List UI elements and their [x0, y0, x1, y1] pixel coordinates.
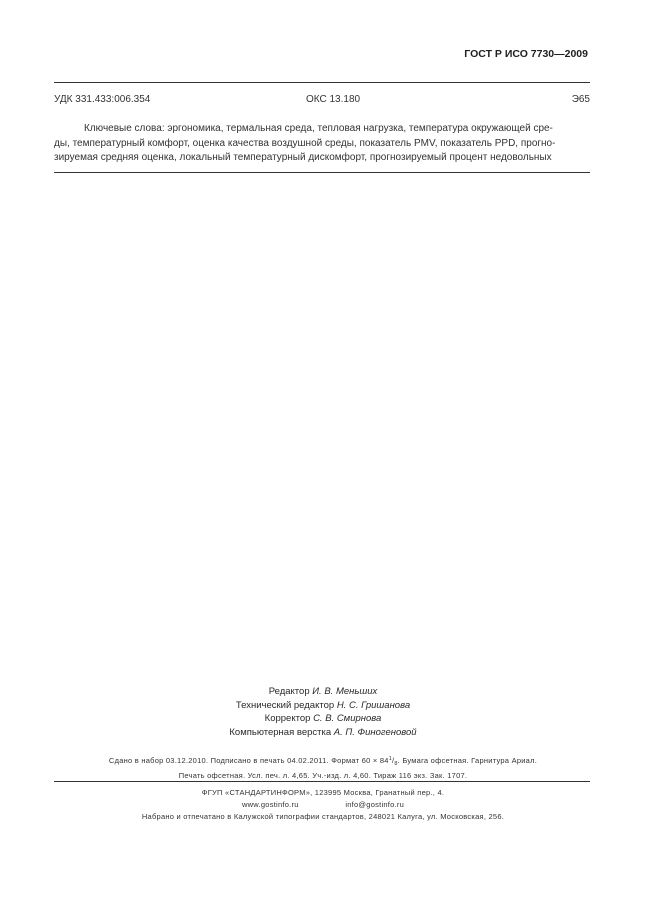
publication-text: . Бумага офсетная. Гарнитура Ариал. — [397, 756, 538, 765]
standard-code-header: ГОСТ Р ИСО 7730—2009 — [464, 48, 588, 60]
top-rule — [54, 82, 590, 83]
oks-code: ОКС 13.180 — [306, 94, 361, 105]
credit-corrector — [0, 712, 646, 726]
credit-name: И. В. Меньших — [312, 686, 378, 697]
credit-name: А. П. Финогеновой — [333, 726, 417, 738]
printer-email: info@gostinfo.ru — [345, 800, 405, 809]
e-code: Э65 — [571, 94, 590, 105]
printer-address: ФГУП «СТАНДАРТИНФОРМ», 123995 Москва, Гранатный пер., 4. — [201, 788, 445, 797]
format-superscript: 1 — [388, 756, 392, 762]
keywords-line: ды, температурный комфорт, оценка качества воздушной среды, показатель PMV, показатель PPD, прогно- — [54, 137, 556, 149]
publication-rule — [54, 781, 590, 782]
keywords-line: Ключевые слова: эргономика, термальная среда, тепловая нагрузка, температура окружающей сре- — [84, 123, 553, 134]
credit-role: Редактор — [268, 686, 310, 697]
keywords-line: зируемая средняя оценка, локальный температурный дискомфорт, прогнозируемый процент недовольных — [54, 152, 552, 163]
credit-editor — [0, 685, 646, 699]
credit-name: С. В. Смирнова — [313, 713, 382, 724]
udk-code: УДК 331.433:006.354 — [54, 94, 151, 105]
keywords-rule — [54, 172, 590, 173]
credit-name: Н. С. Гришанова — [336, 699, 411, 711]
publication-text: Сдано в набор 03.12.2010. Подписано в печать 04.02.2011. Формат 60 × 84 — [108, 756, 389, 765]
publication-line-1 — [0, 753, 646, 770]
credits-block — [0, 685, 646, 739]
printer-info — [0, 787, 646, 823]
credit-role: Корректор — [264, 713, 311, 724]
publication-line-2: Печать офсетная. Усл. печ. л. 4,65. Уч.-изд. л. 4,60. Тираж 116 экз. Зак. 1707. — [178, 771, 468, 780]
publication-info — [0, 753, 646, 782]
credit-role: Компьютерная верстка — [229, 726, 332, 738]
format-subscript: 8 — [394, 761, 398, 767]
format-separator: / — [392, 756, 395, 765]
printer-typography: Набрано и отпечатано в Калужской типографии стандартов, 248021 Калуга, ул. Московская, 256. — [141, 812, 505, 821]
credit-role: Технический редактор — [235, 699, 335, 711]
credit-tech-editor — [0, 699, 646, 713]
printer-website: www.gostinfo.ru — [241, 800, 299, 809]
printer-contacts — [0, 799, 646, 811]
credit-layout — [0, 726, 646, 740]
keywords-paragraph — [54, 122, 590, 166]
